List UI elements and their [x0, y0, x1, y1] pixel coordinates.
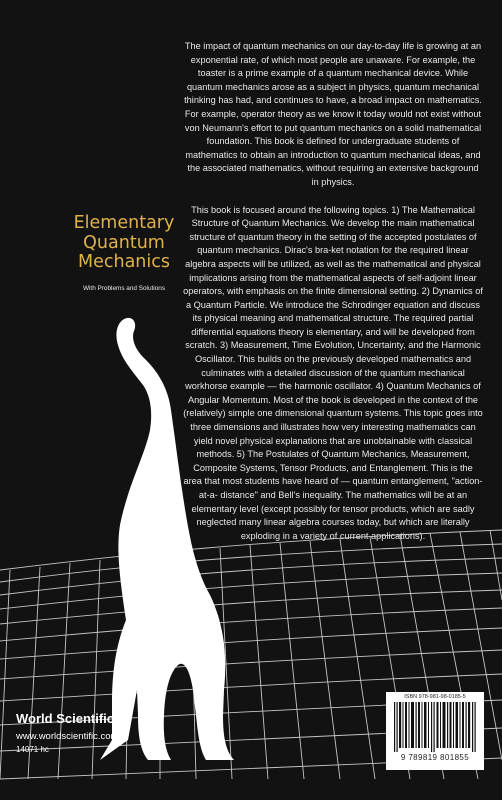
blurb-paragraph-1: The impact of quantum mechanics on our day-to-day life is growing at an exponential rate, of which most people are unaware. For example, the toaster is a prime example of a quantum mechanical device. While quantum mechanics arose as a subject in physics, quantum mechanical thinking has had, and continues to have, a broad impact on mathematics. For example, operator theory as we know it today would not exist without von Neumann's effort to put quantum mechanics on a solid mathematical foundation. This book is defined for undergraduate students of mathematics to obtain an introduction to quantum mechanical ideas, and the associated mathematics, without requiring an extensive background in physics.	[184, 41, 482, 187]
barcode-image	[392, 702, 478, 752]
publisher-name: World Scientific	[16, 711, 114, 726]
blurb-paragraph-2: This book is focused around the following topics. 1) The Mathematical Structure of Quantum Mechanics. We develop the main mathematical structure of quantum theory in the setting of the accepted postulates of quantum mechanics. Dirac's bra-ket notation for the required linear algebra aspects will be utilized, as well as the mathematical and physical implications arising from the mathematical aspects of self-adjoint linear operators, with emphasis on the finite dimensional setting. 2) Dynamics of a Quantum Particle. We introduce the Schrodinger equation and discuss its physical meaning and mathematical structure. The required partial differential equations theory is elementary, and will be developed from scratch. 3) Measurement, Time Evolution, Uncertainty, and the Harmonic Oscillator. This builds on the previously developed mathematics and culminates with a detailed discussion of the quantum mechanical workhorse example — the harmonic oscillator. 4) Quantum Mechanics of Angular Momentum. Most of the book is developed in the context of the (relatively) simple one dimensional quantum systems. This topic goes into three dimensions and illustrates how very interesting mathematics can yield novel physical explanations that are unobtainable with classical methods. 5) The Postulates of Quantum Mechanics, Measurement, Composite Systems, Tensor Products, and Entanglement. This is the area that most students have heard of — quantum entanglement, "action-at-a- distance" and Bell's inequality. The mathematics will be at an elementary level (except possibly for tensor products, which are sadly neglected many linear algebra courses today, but which are literally exploding in a variety of current applications).	[183, 204, 483, 541]
publisher-url: www.worldscientific.com	[16, 731, 119, 742]
product-code: 14071 hc	[16, 745, 49, 754]
title-line-1: Elementary	[73, 213, 175, 233]
isbn-label: ISBN 978-981-98-0185-5	[404, 694, 466, 700]
isbn-barcode-panel	[386, 692, 484, 770]
title-line-3: Mechanics	[78, 252, 170, 272]
title-line-2: Quantum	[83, 232, 165, 253]
barcode-digits: 9 789819 801855	[400, 753, 470, 762]
book-title	[64, 214, 184, 273]
book-subtitle: With Problems and Solutions	[82, 285, 166, 292]
